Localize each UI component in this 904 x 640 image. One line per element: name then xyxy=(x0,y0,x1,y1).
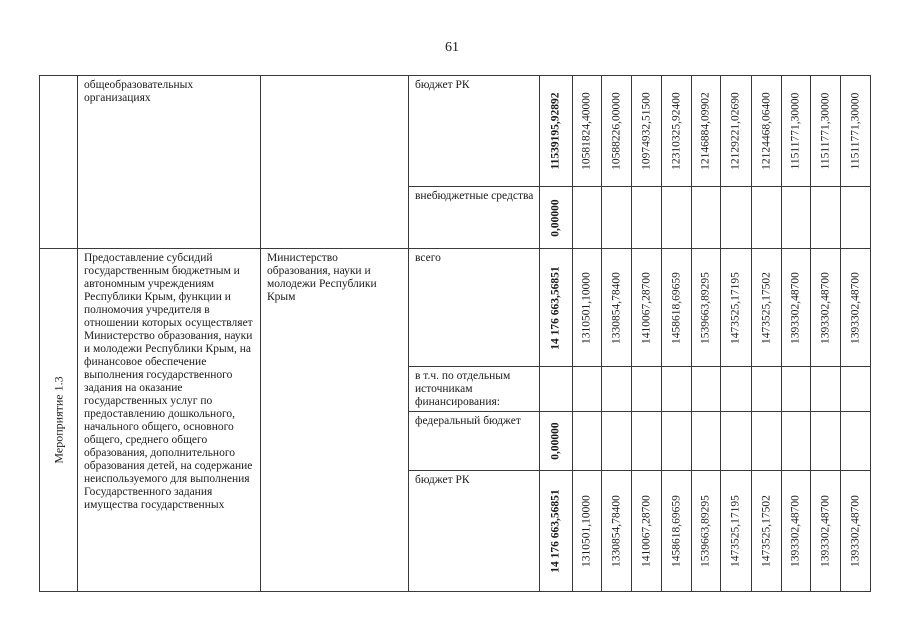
source-label: федеральный бюджет xyxy=(415,415,521,427)
year-value: 12129221,02690 xyxy=(729,92,742,170)
year-value: 1393302,48700 xyxy=(849,495,861,567)
source-label-cell xyxy=(409,412,540,471)
year-value: 12124468,06400 xyxy=(760,92,772,170)
total-value: 0,00000 xyxy=(549,198,562,237)
top-measure-cell xyxy=(40,76,78,249)
financing-table xyxy=(39,75,871,592)
year-value: 1473525,17502 xyxy=(760,271,772,344)
year-value: 1410067,28700 xyxy=(640,271,652,344)
total-value: 14 176 663,56851 xyxy=(549,489,562,573)
year-value: 1393302,48700 xyxy=(819,271,831,344)
top-description: общеобразовательных организациях xyxy=(84,79,194,104)
year-value: 1473525,17195 xyxy=(729,495,742,567)
total-value: 14 176 663,56851 xyxy=(549,265,562,350)
year-value: 1539663,89295 xyxy=(699,271,712,344)
measure-description: Предоставление субсидий государственным бюджетным и автономным учреждениям Республики Крым, функции и полномочия учредителя в отношении которых осуществляет Министерство образования, науки и молодежи Республики Крым, на финансовое обеспечение выполнения государственного задания на оказание государственных услуг по предоставлению дошкольного, начального общего, основного общего, среднего общего образования, дополнительного образования детей, на содержание неиспользуемого для выполнения Государственного задания имущества государственных xyxy=(84,252,253,511)
year-value: 1393302,48700 xyxy=(789,271,802,344)
total-value: 11539195,92892 xyxy=(549,92,562,170)
year-value: 11511771,30000 xyxy=(789,92,802,170)
source-label: в т.ч. по отдельным источникам финансирования: xyxy=(415,370,511,408)
source-label: бюджет РК xyxy=(415,79,470,91)
year-value: 1330854,78400 xyxy=(610,271,622,344)
year-value: 10581824,40000 xyxy=(580,92,593,170)
table-row-top-budget-rk xyxy=(40,76,871,187)
year-value: 12310325,92400 xyxy=(670,92,682,170)
year-value: 11511771,30000 xyxy=(819,92,831,170)
measure-description-cell xyxy=(78,249,261,592)
year-value: 10588226,00000 xyxy=(610,92,622,170)
year-value: 1473525,17502 xyxy=(760,495,772,567)
year-value: 10974932,51500 xyxy=(640,92,652,170)
measure-executor-cell xyxy=(261,249,409,592)
measure-label: Мероприятие 1.3 xyxy=(51,376,65,464)
source-label-cell xyxy=(409,249,540,367)
year-value: 11511771,30000 xyxy=(849,92,861,170)
table-row-total xyxy=(40,249,871,367)
top-executor-cell xyxy=(261,76,409,249)
source-label: всего xyxy=(415,252,441,264)
measure-cell xyxy=(40,249,78,592)
total-value: 0,00000 xyxy=(549,422,562,460)
page-number: 61 xyxy=(445,40,459,55)
source-label-cell xyxy=(409,187,540,249)
source-label-cell xyxy=(409,76,540,187)
year-value: 1539663,89295 xyxy=(699,495,712,567)
year-value: 1458618,69659 xyxy=(670,495,682,567)
year-value: 1393302,48700 xyxy=(849,271,861,344)
year-value: 1410067,28700 xyxy=(640,495,652,567)
year-value: 1330854,78400 xyxy=(610,495,622,567)
measure-executor: Министерство образования, науки и молодежи Республики Крым xyxy=(267,252,377,303)
year-value: 12146884,09902 xyxy=(699,92,712,170)
source-label: бюджет РК xyxy=(415,474,470,486)
year-value: 1393302,48700 xyxy=(819,495,831,567)
year-value: 1473525,17195 xyxy=(729,271,742,344)
top-description-cell xyxy=(78,76,261,249)
top-executor xyxy=(261,76,408,79)
year-value: 1458618,69659 xyxy=(670,271,682,344)
source-label-cell xyxy=(409,471,540,592)
year-value: 1310501,10000 xyxy=(580,495,593,567)
year-value: 1393302,48700 xyxy=(789,495,802,567)
year-value: 1310501,10000 xyxy=(580,271,593,344)
source-label-cell xyxy=(409,367,540,412)
source-label: внебюджетные средства xyxy=(415,190,534,202)
